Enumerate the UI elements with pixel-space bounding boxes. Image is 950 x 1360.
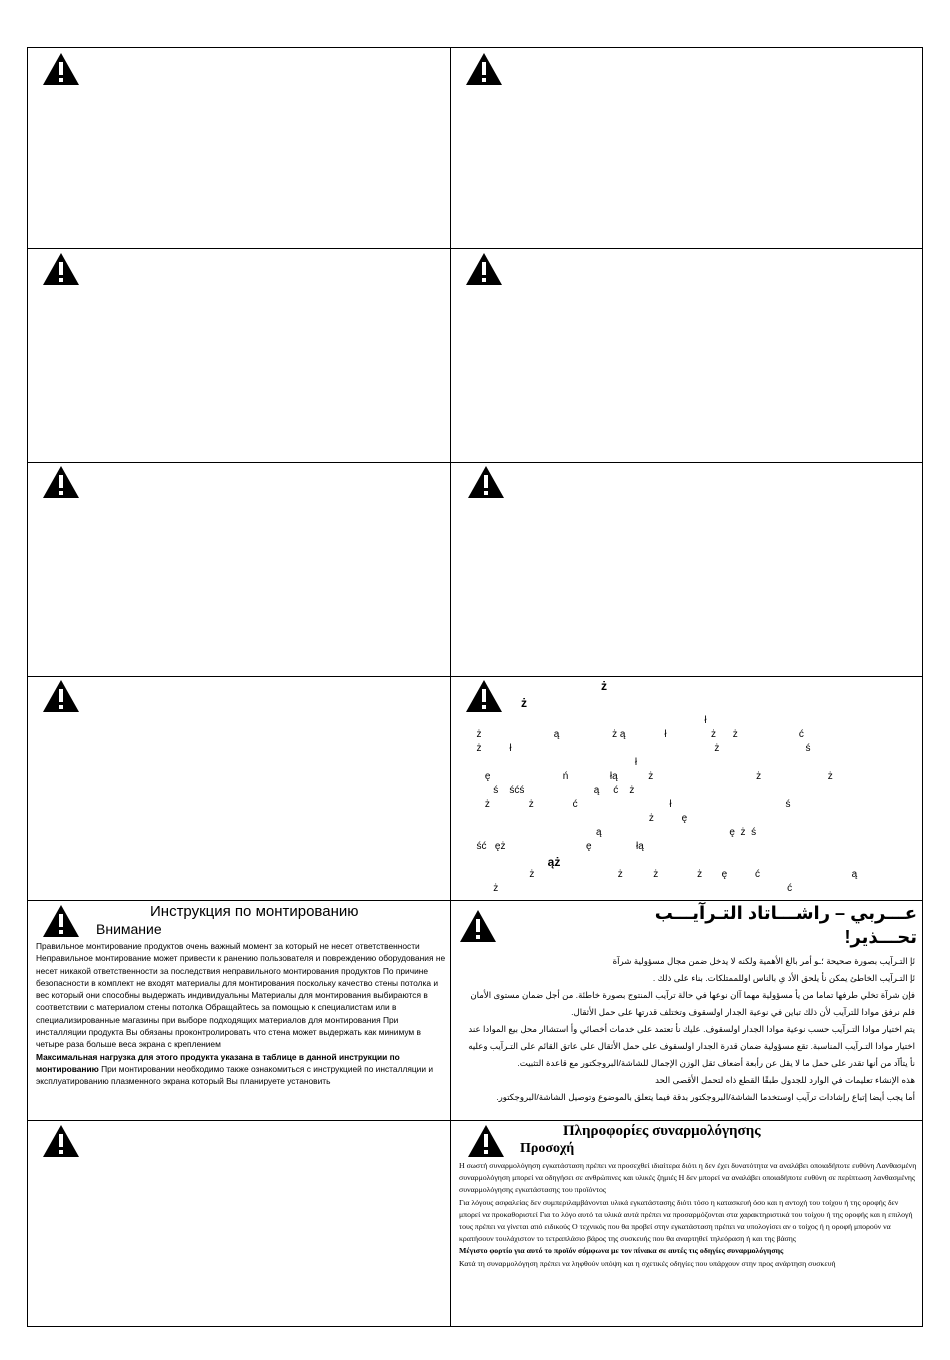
polish-text-line: ł [471,757,638,768]
polish-text-line: ż [471,679,608,693]
warning-triangle-icon [42,1124,80,1158]
warning-triangle-icon [42,679,80,713]
polish-text-line: ę ń łą ż ż ż [471,771,833,782]
warning-triangle-icon [467,465,505,499]
russian-paragraph-rest: При монтировании необходимо также ознакомиться с инструкцией по инсталляции и эксплуатированию плазменного экрана который Вы планируете установить [36,1063,434,1087]
arabic-body [461,953,915,1106]
polish-text-line: ą ę ż ś [471,827,757,838]
language-cell [451,48,923,248]
arabic-paragraph: أما يجب أيضا إتباع رإشادات ترآيب اوستخدما الشاشة/البروجكتور بدقة فيما يتعلق بالموضوع وتوصيل الشاشة/البروجكتور. [496,1092,915,1102]
warning-triangle-icon [467,1124,505,1158]
warning-triangle-icon [465,252,503,286]
arabic-title: عـــربي – راشـــاتاد التـرآيـــب [654,903,917,923]
language-cell [28,677,450,900]
polish-text-line: ś śćś ą ć ż [471,785,635,796]
arabic-cell [451,901,923,1120]
russian-body [36,940,446,1088]
warning-triangle-icon [459,909,497,943]
greek-cell [451,1121,923,1327]
polish-text-line: ż ę [471,813,688,824]
warning-triangle-icon [465,52,503,86]
arabic-subtitle: تحـــذير! [844,927,917,947]
polish-text-line: ż ż ż ż ę ć ą [471,869,858,880]
language-cell [451,463,923,676]
greek-body [459,1160,919,1270]
polish-cell [451,677,923,900]
greek-subtitle: Προσοχή [520,1141,575,1156]
language-cell [28,1121,450,1327]
russian-load-note: Максимальная нагрузка для этого продукта указана в таблице в данной инструкции по монтированию [36,1051,400,1074]
greek-title: Πληροφορίες συναρμολόγησης [563,1123,761,1139]
polish-text-line: ąż [471,855,561,869]
polish-text-line: ż ł ż ś [471,743,811,754]
warning-triangle-icon [42,252,80,286]
polish-text-line: ż ć [471,883,793,894]
arabic-paragraph: هذه الإنشاء تعليمات في الوارد للجدول طبقًا القطع ذاه لتحمل الأقصى الحد [655,1075,915,1085]
warning-triangle-icon [42,465,80,499]
language-cell [28,48,450,248]
russian-cell [28,901,450,1120]
language-cell [28,249,450,462]
polish-text-line: ł [471,715,707,726]
russian-paragraph: Правильное монтирование продуктов очень важный момент за который не несет ответственности Неправильное монтирование может привести к ранению пользователя и повреждению оборудования не несет никакой ответственности за последствия неправильного монтирования продуктов По причине безопасности в комплект не входят материалы для монтирования поскольку качество стены потолка и вес который они способны выдержать индивидуальны Материалы для монтирования выбираются в соответствии с материалом стены потолка Обращайтесь за помощью к специалистам или в специализированные магазины при выборе подходящих материалов для монтирования При инсталляции продукта Вы обязаны проконтролировать что стена может выдержать как минимум в четыре раза больше веса экрана с креплением [36,941,446,1050]
language-cell [451,249,923,462]
language-cell [28,463,450,676]
russian-title: Инструкция по монтированию [150,903,359,920]
greek-paragraph: Για λόγους ασφαλείας δεν συμπεριλαμβάνονται υλικά εγκατάστασης διότι τόσο η κατασκευή όσο και η αντοχή του τοίχου ή της οροφής δεν μπορεί να προκαθοριστεί Για το λόγο αυτό τα υλικά αυτά πρέπει να προσαρμόζονται στα χαρακτηριστικά του τοίχου ή της οροφής και η επιλογή τους πρέπει να γίνεται από ειδικούς Ο τεχνικός που θα προβεί στην εγκατάσταση πρέπει να υπολογίσει αν ο τοίχος ή η οροφή μπορούν να κρατήσουν τουλάχιστον το τετραπλάσιο βάρος της συσκευής που θα αναρτηθεί τηλεόραση ή και της βάσης [459,1197,913,1244]
polish-text-line: ść ęż ę łą [471,841,644,852]
warning-grid [27,47,923,1327]
russian-paragraph [36,1051,446,1088]
polish-text-line: ż ż ć ł ś [471,799,791,810]
arabic-paragraph: ئإ التـرآيب بصورة صحيحة ؛ـو أمر بالغ الأهمية ولكنه لا يدخل ضمن مجال مسؤولية شرآة [612,956,915,966]
warning-triangle-icon [42,52,80,86]
russian-subtitle: Внимание [96,921,162,937]
polish-text-line: ż [471,696,528,710]
polish-text-line: ż ą ż ą ł ż ż ć [471,729,804,740]
greek-load-note: Μέγιστο φορτίο για αυτό το προϊόν σύμφωνα με τον πίνακα σε αυτές τις οδηγίες συναρμολόγησης [459,1246,784,1256]
warning-triangle-icon [42,904,80,938]
greek-paragraph: Κατά τη συναρμολόγηση πρέπει να ληφθούν υπόψη και η σχετικές οδηγίες που υπάρχουν στην προς ανάρτηση συσκευή [459,1258,836,1268]
arabic-paragraph: فإن شرآة تخلي طرفها تماما من يأ مسؤولية مهما آان نوعها في حالة ترآيب المنتوج بصورة خاطئة. من أجل ضمان مستوى الأمان فلم نرفق موادا للترآيب لأن ذلك تباين في نوعية الجدار اولسقوف وتختلف قدرتها على حمل الأثقال. [470,990,915,1017]
arabic-paragraph: ئإ التـرآيب الخاطئ يمكن نأ يلحق الأذ ىِ بالناس اوللممتلكات. بناء على ذلك . [652,973,915,983]
greek-paragraph: Η σωστή συναρμολόγηση εγκατάσταση πρέπει να προσεχθεί ιδιαίτερα διότι η δεν έχει δυνατότητα να αναλάβει οποιαδήποτε ευθύνη Λανθασμένη συναρμολόγηση μπορεί να οδηγήσει σε ανθρώπινες και υλικές ζημιές Η δεν μπορεί να αναλάβει οποιαδήποτε ευθύνη σε περίπτωση λανθασμένης συναρμολόγησης εγκατάστασης του προϊόντος [459,1161,917,1195]
arabic-paragraph: يتم اختيار موادا التـرآيب حسب نوعية موادا الجدار اولسقوف. عليك نأ تعتمد على خدمات أخصائي وأ استشاار محل بيع الموادا عند اختيار موادا التـرآيب المناسبة. تقع مسؤولية ضمان قدرة الجدار اولسقوف على حمل الأثقال على عاتق القائم على التـرآيب وعليه نأ يتأآد من أنها تقدر على حمل ما لا يقل عن رأبعة أضعاف ثقل الوزن الإجمال للشاشة/البروجكتور مع قاعدة التثبيت. [468,1024,915,1068]
